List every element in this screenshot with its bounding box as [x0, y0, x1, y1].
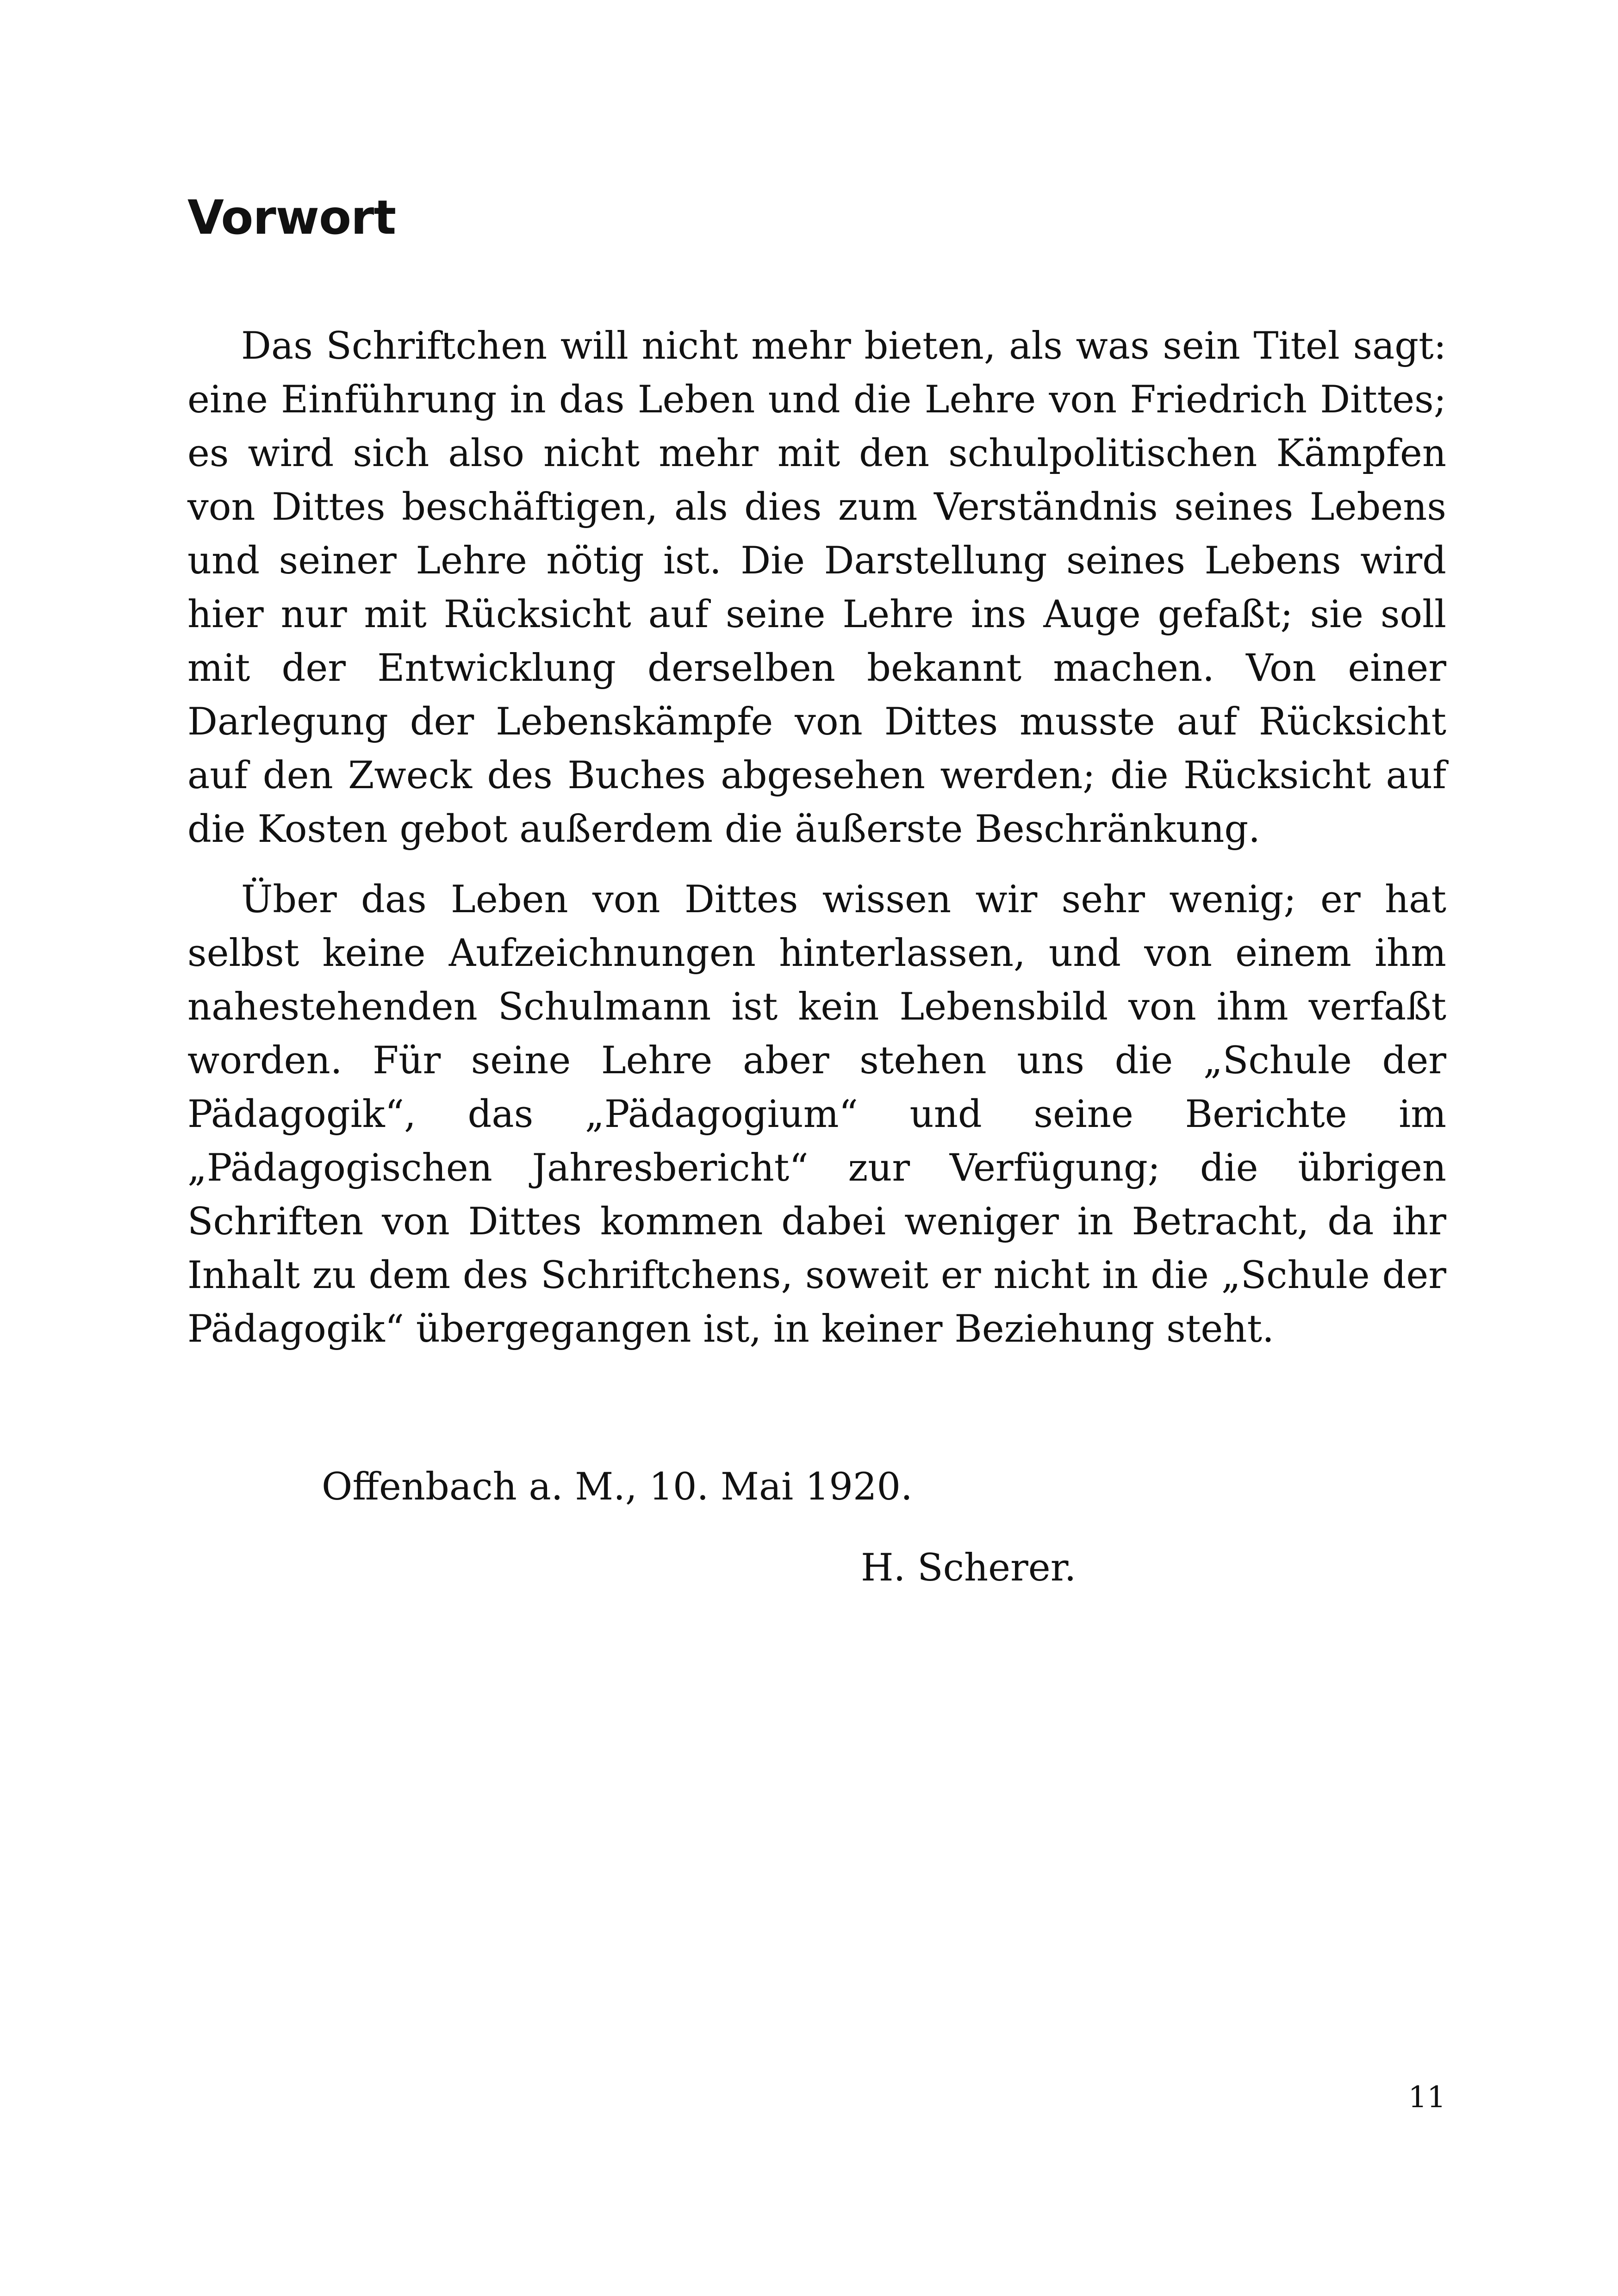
place-and-date: Offenbach a. M., 10. Mai 1920. [322, 1465, 913, 1509]
paragraph-2: Über das Leben von Dittes wissen wir sehr wenig; er hat selbst keine Aufzeichnungen hinterlassen, und von einem ihm nahestehenden Schulmann ist kein Lebensbild von ihm verfaßt worden. Für seine Lehre aber stehen uns die „Schule der Pädagogik“, das „Pädagogium“ und seine Berichte im „Pädagogischen Jahresbericht“ zur Verfügung; die übrigen Schriften von Dittes kommen dabei weniger in Betracht, da ihr Inhalt zu dem des Schriftchens, soweit er nicht in die „Schule der Pädagogik“ übergegangen ist, in keiner Beziehung steht. [187, 878, 1446, 1351]
paragraph-1: Das Schriftchen will nicht mehr bieten, als was sein Titel sagt: eine Einführung in das Leben und die Lehre von Friedrich Dittes; es wird sich also nicht mehr mit den schulpolitischen Kämpfen von Dittes beschäftigen, als dies zum Verständnis seines Lebens und seiner Lehre nötig ist. Die Darstellung seines Lebens wird hier nur mit Rücksicht auf seine Lehre ins Auge gefaßt; sie soll mit der Entwicklung derselben bekannt machen. Von einer Darlegung der Lebenskämpfe von Dittes musste auf Rücksicht auf den Zweck des Buches abgesehen werden; die Rücksicht auf die Kosten gebot außerdem die äußerste Beschränkung. [187, 324, 1446, 851]
author-signature: H. Scherer. [861, 1546, 1077, 1590]
page-number: 11 [1408, 2080, 1446, 2115]
body-text [187, 319, 1446, 1356]
page-title: Vorwort [187, 190, 396, 245]
